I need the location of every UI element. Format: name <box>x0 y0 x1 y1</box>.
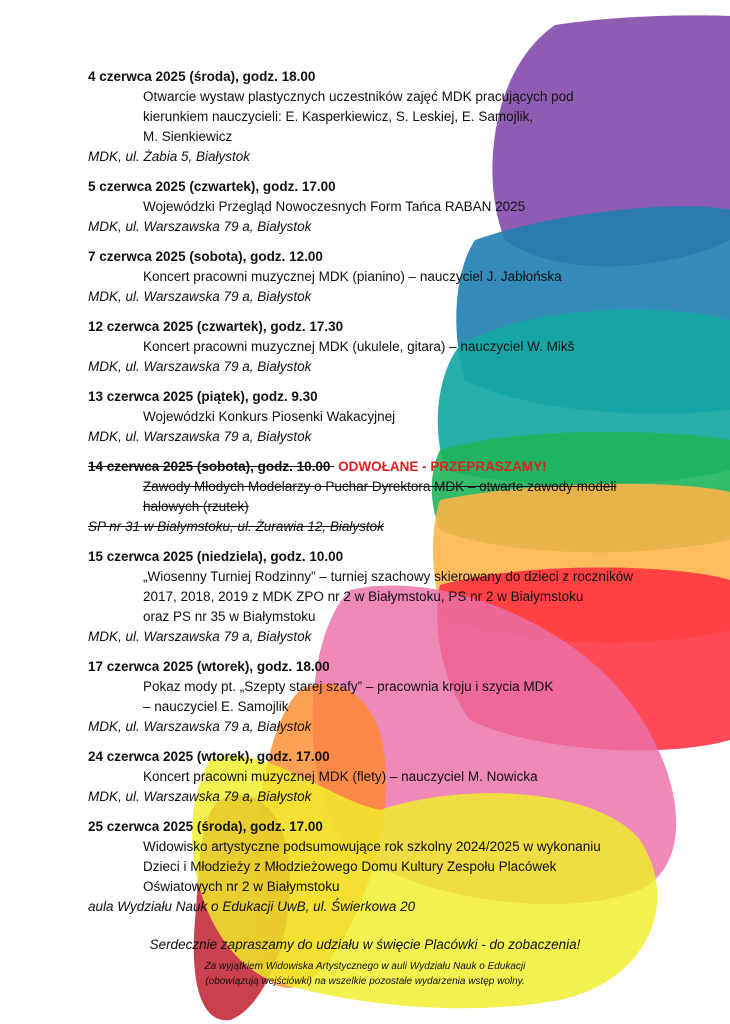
invitation-text: Serdecznie zapraszamy do udziału w święcie Placówki - do zobaczenia! <box>149 937 581 952</box>
event-location: SP nr 31 w Białymstoku, ul. Żurawia 12, Białystok <box>88 519 384 534</box>
event-date: 13 czerwca 2025 (piątek), godz. 9.30 <box>88 389 318 404</box>
cancelled-badge: ODWOŁANE - PRZEPRASZAMY! <box>338 459 547 474</box>
event-description-line: Koncert pracowni muzycznej MDK (flety) – nauczyciel M. Nowicka <box>143 769 538 784</box>
event-description-line: Otwarcie wystaw plastycznych uczestników zajęć MDK pracujących pod <box>143 89 574 104</box>
event-date: 24 czerwca 2025 (wtorek), godz. 17.00 <box>88 749 330 764</box>
event-description <box>88 677 688 717</box>
event-description-line: oraz PS nr 35 w Białymstoku <box>143 609 316 624</box>
event-description <box>88 477 688 517</box>
event-item <box>88 657 688 737</box>
event-description-line: Zawody Młodych Modelarzy o Puchar Dyrektora MDK – otwarte zawody modeli <box>143 479 617 494</box>
event-date: 17 czerwca 2025 (wtorek), godz. 18.00 <box>88 659 330 674</box>
event-description-line: halowych (rzutek) <box>143 499 249 514</box>
event-item <box>88 387 688 447</box>
event-item <box>88 317 688 377</box>
event-location: MDK, ul. Warszawska 79 a, Białystok <box>88 359 312 374</box>
footer <box>0 935 730 989</box>
event-item <box>88 747 688 807</box>
event-description <box>88 837 688 897</box>
event-description-line: – nauczyciel E. Samojlik <box>143 699 289 714</box>
event-description-line: Oświatowych nr 2 w Białymstoku <box>143 879 340 894</box>
event-location: MDK, ul. Warszawska 79 a, Białystok <box>88 719 312 734</box>
event-description <box>88 197 688 217</box>
event-description <box>88 407 688 427</box>
event-item <box>88 547 688 647</box>
event-item-cancelled <box>88 457 688 537</box>
event-location: MDK, ul. Warszawska 79 a, Białystok <box>88 219 312 234</box>
event-description-line: Wojewódzki Przegląd Nowoczesnych Form Tańca RABAN 2025 <box>143 199 526 214</box>
event-description-line: Pokaz mody pt. „Szepty starej szafy” – pracownia kroju i szycia MDK <box>143 679 554 694</box>
event-description-line: kierunkiem nauczycieli: E. Kasperkiewicz, S. Leskiej, E. Samojlik, <box>143 109 534 124</box>
event-description-line: „Wiosenny Turniej Rodzinny” – turniej szachowy skierowany do dzieci z roczników <box>143 569 633 584</box>
event-location: aula Wydziału Nauk o Edukacji UwB, ul. Świerkowa 20 <box>88 899 416 914</box>
event-date: 12 czerwca 2025 (czwartek), godz. 17.30 <box>88 319 344 334</box>
event-description <box>88 767 688 787</box>
event-item <box>88 177 688 237</box>
event-location: MDK, ul. Warszawska 79 a, Białystok <box>88 429 312 444</box>
event-item <box>88 247 688 307</box>
event-description-line: Koncert pracowni muzycznej MDK (ukulele, gitara) – nauczyciel W. Mikš <box>143 339 575 354</box>
event-location: MDK, ul. Warszawska 79 a, Białystok <box>88 629 312 644</box>
event-description <box>88 87 688 147</box>
event-date: 5 czerwca 2025 (czwartek), godz. 17.00 <box>88 179 336 194</box>
footer-note-line: Za wyjątkiem Widowiska Artystycznego w auli Wydziału Nauk o Edukacji <box>204 961 526 972</box>
event-location: MDK, ul. Warszawska 79 a, Białystok <box>88 289 312 304</box>
event-location: MDK, ul. Warszawska 79 a, Białystok <box>88 789 312 804</box>
event-description <box>88 567 688 627</box>
event-date: 7 czerwca 2025 (sobota), godz. 12.00 <box>88 249 323 264</box>
event-description-line: Koncert pracowni muzycznej MDK (pianino) – nauczyciel J. Jabłońska <box>143 269 562 284</box>
event-description-line: 2017, 2018, 2019 z MDK ZPO nr 2 w Białymstoku, PS nr 2 w Białymstoku <box>143 589 584 604</box>
event-description <box>88 337 688 357</box>
event-item <box>88 817 688 917</box>
event-date: 4 czerwca 2025 (środa), godz. 18.00 <box>88 69 316 84</box>
event-description <box>88 267 688 287</box>
event-list <box>88 67 688 927</box>
event-item <box>88 67 688 167</box>
footer-note-line: (obowiązują wejściówki) na wszelkie pozostałe wydarzenia wstęp wolny. <box>205 976 525 987</box>
event-date <box>88 457 688 477</box>
event-date-text: 14 czerwca 2025 (sobota), godz. 10.00 <box>88 459 331 474</box>
event-description-line: Widowisko artystyczne podsumowujące rok szkolny 2024/2025 w wykonaniu <box>143 839 601 854</box>
event-date: 15 czerwca 2025 (niedziela), godz. 10.00 <box>88 549 344 564</box>
event-description-line: M. Sienkiewicz <box>143 129 233 144</box>
footer-note <box>0 959 730 989</box>
event-date: 25 czerwca 2025 (środa), godz. 17.00 <box>88 819 323 834</box>
event-location: MDK, ul. Żabia 5, Białystok <box>88 149 251 164</box>
event-description-line: Dzieci i Młodzieży z Młodzieżowego Domu Kultury Zespołu Placówek <box>143 859 557 874</box>
event-description-line: Wojewódzki Konkurs Piosenki Wakacyjnej <box>143 409 396 424</box>
